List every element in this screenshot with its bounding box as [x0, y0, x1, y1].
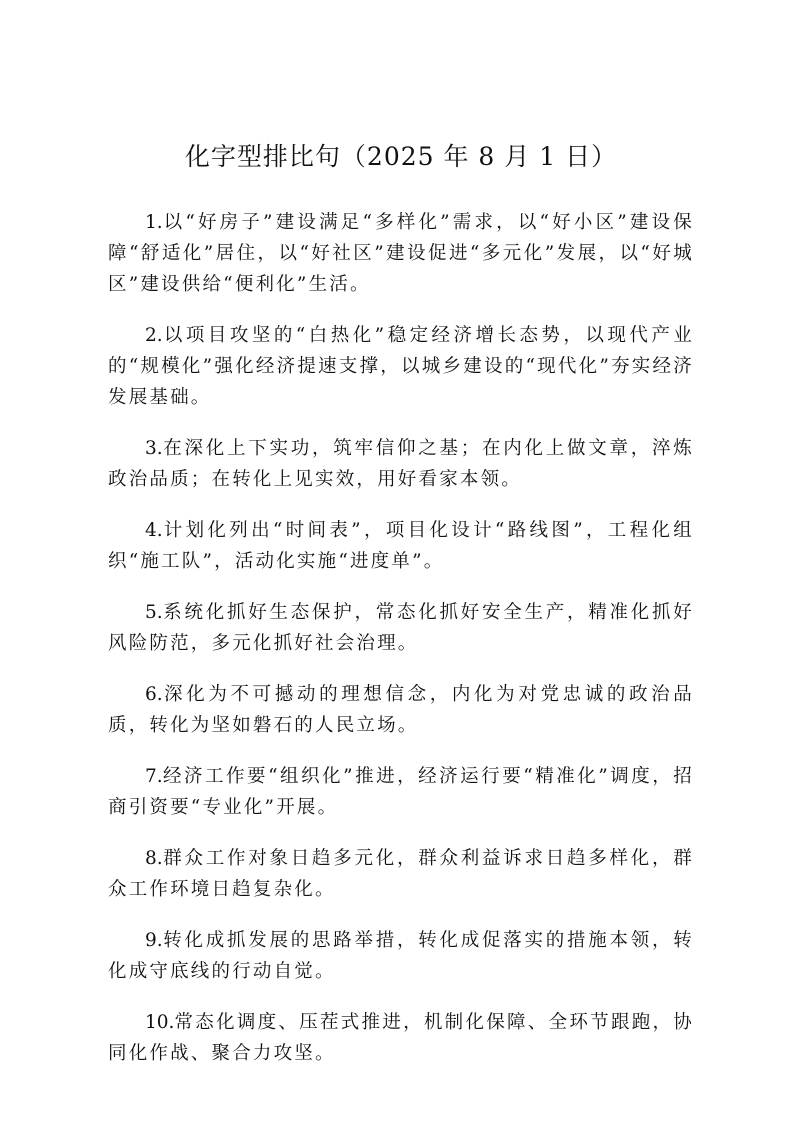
- list-item: [108, 515, 694, 577]
- item-number: 6.: [145, 684, 163, 705]
- item-text: 计划化列出“时间表”，项目化设计“路线图”，工程化组织“施工队”，活动化实施“进度单”。: [108, 520, 694, 572]
- item-number: 3.: [145, 438, 163, 459]
- item-number: 1.: [145, 212, 163, 233]
- list-item: [108, 761, 694, 823]
- list-item: [108, 843, 694, 905]
- item-text: 系统化抓好生态保护，常态化抓好安全生产，精准化抓好风险防范，多元化抓好社会治理。: [108, 602, 694, 654]
- item-number: 4.: [145, 520, 163, 541]
- list-item: [108, 597, 694, 659]
- item-text: 以项目攻坚的“白热化”稳定经济增长态势，以现代产业的“规模化”强化经济提速支撑，以城乡建设的“现代化”夯实经济发展基础。: [108, 325, 694, 408]
- item-number: 2.: [145, 325, 163, 346]
- item-text: 转化成抓发展的思路举措，转化成促落实的措施本领，转化成守底线的行动自觉。: [108, 930, 694, 982]
- list-item: [108, 320, 694, 413]
- item-number: 10.: [145, 1012, 175, 1033]
- item-text: 群众工作对象日趋多元化，群众利益诉求日趋多样化，群众工作环境日趋复杂化。: [108, 848, 694, 900]
- item-text: 常态化调度、压茬式推进，机制化保障、全环节跟跑，协同化作战、聚合力攻坚。: [108, 1012, 694, 1064]
- document-page: [108, 132, 694, 1089]
- list-item: [108, 1007, 694, 1069]
- item-text: 以“好房子”建设满足“多样化”需求，以“好小区”建设保障“舒适化”居住，以“好社区”建设促进“多元化”发展，以“好城区”建设供给“便利化”生活。: [108, 212, 694, 295]
- item-number: 5.: [145, 602, 163, 623]
- item-text: 经济工作要“组织化”推进，经济运行要“精准化”调度，招商引资要“专业化”开展。: [108, 766, 694, 818]
- item-list: [108, 207, 694, 1069]
- document-title: 化字型排比句（2025 年 8 月 1 日）: [184, 142, 618, 171]
- list-item: [108, 207, 694, 300]
- item-text: 在深化上下实功，筑牢信仰之基；在内化上做文章，淬炼政治品质；在转化上见实效，用好看家本领。: [108, 438, 694, 490]
- item-number: 9.: [145, 930, 163, 951]
- list-item: [108, 679, 694, 741]
- item-number: 8.: [145, 848, 163, 869]
- list-item: [108, 433, 694, 495]
- item-number: 7.: [145, 766, 163, 787]
- item-text: 深化为不可撼动的理想信念，内化为对党忠诚的政治品质，转化为坚如磐石的人民立场。: [108, 684, 694, 736]
- list-item: [108, 925, 694, 987]
